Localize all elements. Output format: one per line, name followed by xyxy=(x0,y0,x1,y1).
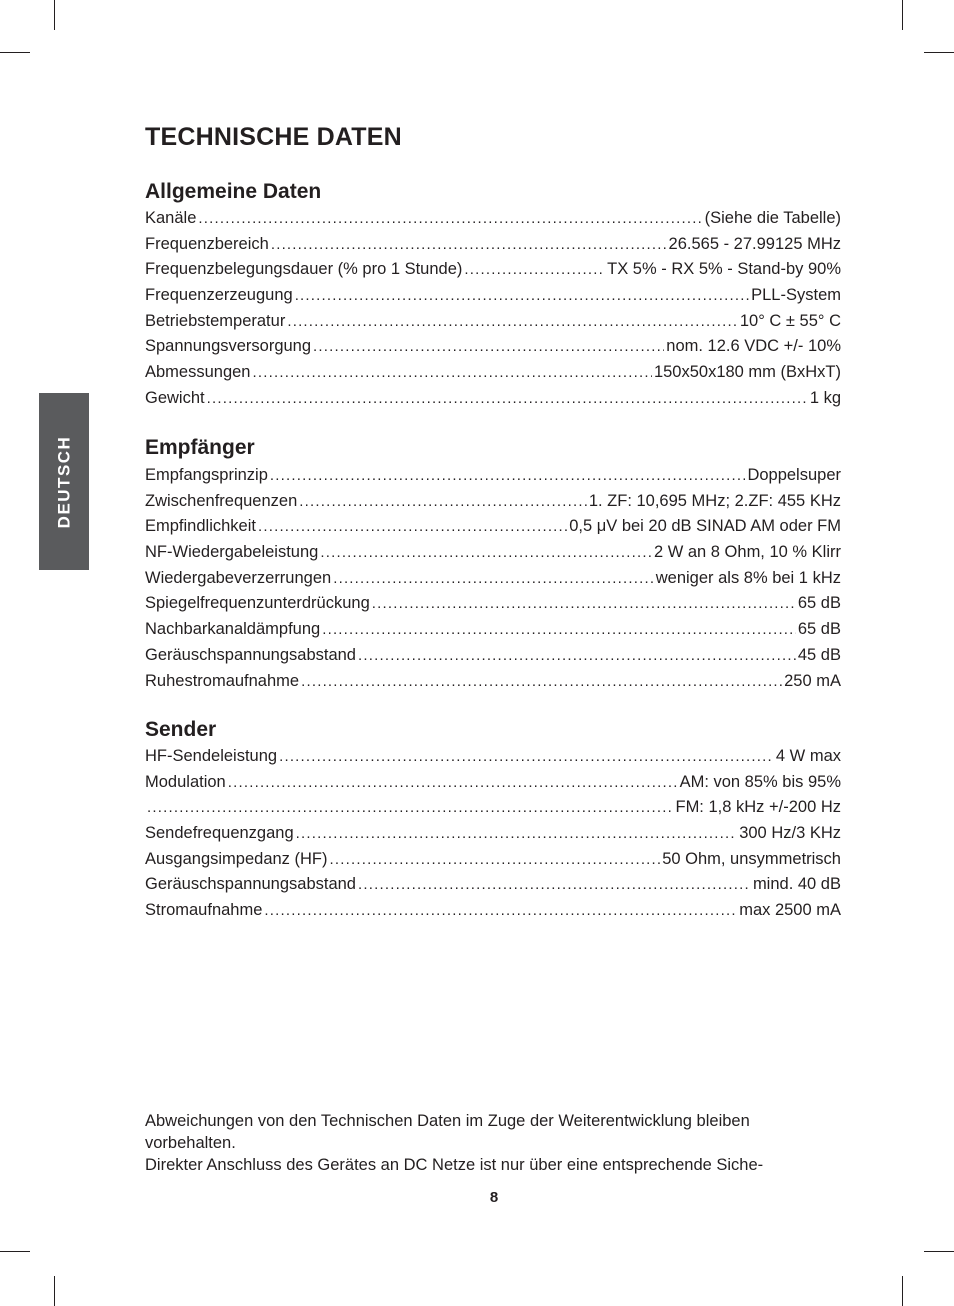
spec-row xyxy=(145,283,841,309)
spec-value: 65 dB xyxy=(797,594,841,613)
spec-label: Spiegelfrequenzunterdrückung xyxy=(145,594,370,613)
spec-label: Empfangsprinzip xyxy=(145,466,268,484)
spec-label: Stromaufnahme xyxy=(145,901,263,920)
spec-value: 10° C ± 55° C xyxy=(739,311,841,330)
spec-label: Spannungsversorgung xyxy=(145,337,312,356)
spec-label: Nachbarkanaldämpfung xyxy=(145,620,321,639)
spec-row xyxy=(145,617,841,643)
spec-value: AM: von 85% bis 95% xyxy=(679,772,841,791)
dot-leader xyxy=(313,334,664,360)
spec-value: 45 dB xyxy=(797,645,841,664)
spec-value: nom. 12.6 VDC +/- 10% xyxy=(666,337,841,356)
spec-value: (Siehe die Tabelle) xyxy=(704,209,841,227)
spec-row xyxy=(145,591,841,617)
spec-label: Frequenzbelegungsdauer (% pro 1 Stunde) xyxy=(145,260,463,279)
spec-row xyxy=(145,206,841,232)
spec-label: Geräuschspannungsabstand xyxy=(145,645,356,664)
spec-label: Gewicht xyxy=(145,388,205,407)
spec-row xyxy=(145,795,841,821)
spec-value: Doppelsuper xyxy=(747,466,841,484)
spec-label: Frequenzbereich xyxy=(145,234,269,253)
spec-value: 26.565 - 27.99125 MHz xyxy=(668,234,841,253)
spec-value: 50 Ohm, unsymmetrisch xyxy=(662,849,841,868)
dot-leader xyxy=(270,463,746,489)
spec-value: 300 Hz/3 KHz xyxy=(739,824,841,843)
spec-value: max 2500 mA xyxy=(739,901,841,920)
section-heading-receiver: Empfänger xyxy=(145,436,255,459)
dot-leader xyxy=(330,847,661,873)
footnote-line: Direkter Anschluss des Gerätes an DC Netze ist nur über eine entsprechende Siche- xyxy=(145,1156,764,1174)
crop-mark xyxy=(54,0,55,30)
crop-mark xyxy=(902,0,903,30)
spec-value: 1. ZF: 10,695 MHz; 2.ZF: 455 KHz xyxy=(588,491,841,510)
spec-label: Zwischenfrequenzen xyxy=(145,491,298,510)
spec-row xyxy=(145,898,841,924)
spec-label: Empfindlichkeit xyxy=(145,517,256,536)
page-title: TECHNISCHE DATEN xyxy=(145,123,402,151)
spec-value: PLL-System xyxy=(751,286,841,305)
spec-label: Betriebstemperatur xyxy=(145,311,286,330)
spec-label: Sendefrequenzgang xyxy=(145,824,294,843)
spec-label: Abmessungen xyxy=(145,363,251,382)
crop-mark xyxy=(54,1276,55,1306)
dot-leader xyxy=(358,643,796,669)
spec-label: Kanäle xyxy=(145,209,197,227)
section-heading-general: Allgemeine Daten xyxy=(145,180,322,203)
crop-mark xyxy=(924,52,954,53)
spec-value: mind. 40 dB xyxy=(752,875,841,894)
spec-value: TX 5% - RX 5% - Stand-by 90% xyxy=(607,260,841,279)
spec-row xyxy=(145,770,841,796)
dot-leader xyxy=(253,360,652,386)
spec-label: NF-Wiedergabeleistung xyxy=(145,543,319,562)
spec-value: 65 dB xyxy=(797,620,841,639)
spec-value: 4 W max xyxy=(775,747,841,765)
spec-label: Modulation xyxy=(145,772,226,791)
spec-value: weniger als 8% bei 1 kHz xyxy=(655,568,841,587)
section-heading-transmitter: Sender xyxy=(145,718,217,741)
spec-row xyxy=(145,847,841,873)
dot-leader xyxy=(258,514,567,540)
spec-label: Ausgangsimpedanz (HF) xyxy=(145,849,328,868)
spec-list-transmitter xyxy=(145,744,841,924)
page-number: 8 xyxy=(489,1189,499,1206)
spec-row xyxy=(145,257,841,283)
spec-row xyxy=(145,463,841,489)
dot-leader xyxy=(322,617,796,643)
spec-label: Frequenzerzeugung xyxy=(145,286,293,305)
spec-row xyxy=(145,514,841,540)
crop-mark xyxy=(0,1251,30,1252)
spec-value: 2 W an 8 Ohm, 10 % Klirr xyxy=(653,543,841,562)
spec-row xyxy=(145,386,841,412)
spec-row xyxy=(145,821,841,847)
dot-leader xyxy=(320,540,652,566)
footnote xyxy=(145,1110,841,1176)
crop-mark xyxy=(924,1251,954,1252)
dot-leader xyxy=(228,770,678,796)
spec-label: HF-Sendeleistung xyxy=(145,747,278,765)
dot-leader xyxy=(372,591,796,617)
dot-leader xyxy=(279,744,774,770)
spec-label: Wiedergabeverzerrungen xyxy=(145,568,332,587)
spec-list-general xyxy=(145,206,841,412)
dot-leader xyxy=(333,566,654,592)
dot-leader xyxy=(207,386,808,412)
language-side-tab xyxy=(39,393,89,570)
dot-leader xyxy=(295,283,749,309)
spec-row xyxy=(145,872,841,898)
spec-row xyxy=(145,540,841,566)
dot-leader xyxy=(299,489,587,515)
dot-leader xyxy=(464,257,605,283)
spec-value: 250 mA xyxy=(784,671,841,690)
spec-label: Geräuschspannungsabstand xyxy=(145,875,356,894)
dot-leader xyxy=(301,669,782,695)
spec-row xyxy=(145,309,841,335)
spec-row xyxy=(145,489,841,515)
crop-mark xyxy=(0,52,30,53)
spec-row xyxy=(145,232,841,258)
dot-leader xyxy=(271,232,667,258)
spec-row xyxy=(145,744,841,770)
spec-list-receiver xyxy=(145,463,841,694)
dot-leader xyxy=(198,206,702,232)
dot-leader xyxy=(358,872,751,898)
footnote-line: Abweichungen von den Technischen Daten im Zuge der Weiterentwicklung bleiben vorbehalten. xyxy=(145,1112,750,1152)
spec-row xyxy=(145,643,841,669)
dot-leader xyxy=(147,795,673,821)
language-label: DEUTSCH xyxy=(54,435,74,528)
spec-value: FM: 1,8 kHz +/-200 Hz xyxy=(675,798,841,817)
spec-label: Ruhestromaufnahme xyxy=(145,671,300,690)
spec-value: 0,5 μV bei 20 dB SINAD AM oder FM xyxy=(569,517,841,536)
crop-mark xyxy=(902,1276,903,1306)
spec-value: 150x50x180 mm (BxHxT) xyxy=(653,363,841,382)
spec-row xyxy=(145,566,841,592)
spec-row xyxy=(145,669,841,695)
spec-value: 1 kg xyxy=(809,388,841,407)
spec-row xyxy=(145,360,841,386)
spec-row xyxy=(145,334,841,360)
dot-leader xyxy=(287,309,738,335)
dot-leader xyxy=(264,898,737,924)
dot-leader xyxy=(296,821,738,847)
